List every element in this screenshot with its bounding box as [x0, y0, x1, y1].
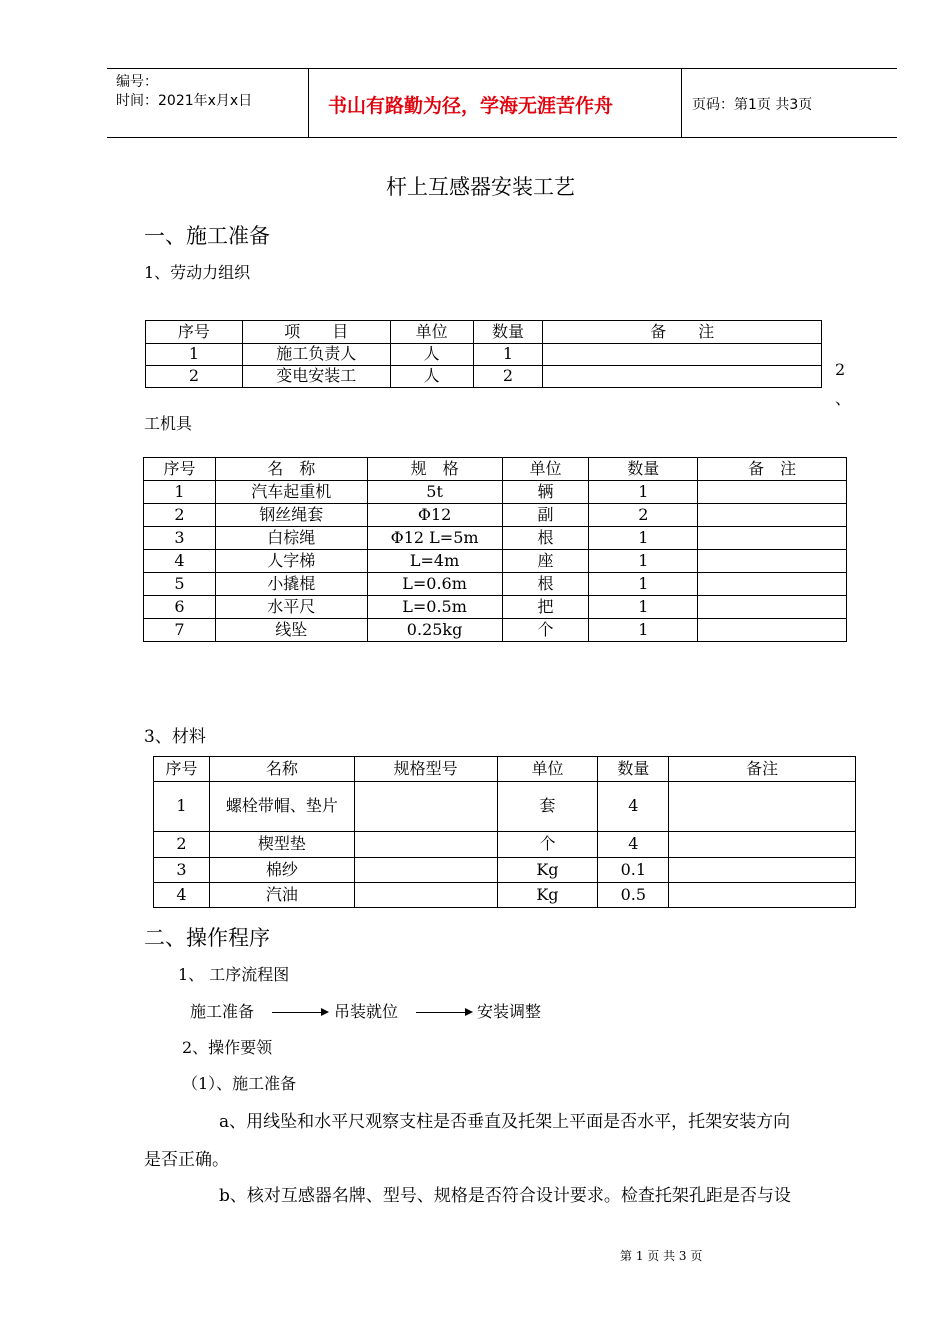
table-row	[154, 782, 856, 832]
table-cell: 1	[146, 344, 243, 366]
table-cell: 水平尺	[215, 596, 367, 619]
table-cell: 3	[144, 527, 216, 550]
flow-arrow	[416, 1012, 471, 1013]
table-header-cell: 数量	[473, 321, 543, 344]
table-cell: 1	[589, 481, 698, 504]
table-cell: 汽车起重机	[215, 481, 367, 504]
table-cell: 个	[497, 832, 598, 858]
table-row	[144, 619, 847, 642]
table-row	[144, 550, 847, 573]
table-cell: 施工负责人	[242, 344, 390, 366]
section-heading: 二、操作程序	[144, 926, 270, 950]
table-header-row	[144, 458, 847, 481]
table-cell: 线坠	[215, 619, 367, 642]
table-cell: 4	[598, 782, 669, 832]
table-header-cell: 名 称	[215, 458, 367, 481]
table-header-cell: 规 格	[367, 458, 502, 481]
table-cell: 1	[589, 573, 698, 596]
table-cell	[669, 883, 856, 908]
table-cell: 辆	[502, 481, 589, 504]
table-cell: 汽油	[209, 883, 354, 908]
page-footer: 第 1 页 共 3 页	[620, 1249, 703, 1263]
table-cell: 白棕绳	[215, 527, 367, 550]
table-cell: Φ12 L=5m	[367, 527, 502, 550]
table-cell: 1	[589, 550, 698, 573]
table-cell: 变电安装工	[242, 366, 390, 388]
table-row	[154, 832, 856, 858]
table-cell: L=0.5m	[367, 596, 502, 619]
header-time-label: 时间：2021年x月x日	[116, 93, 253, 109]
flow-step: 吊装就位	[334, 1002, 399, 1021]
header-divider	[308, 69, 309, 137]
table-cell	[354, 832, 497, 858]
table-cell: 6	[144, 596, 216, 619]
table-header-cell: 规格型号	[354, 757, 497, 782]
table-cell	[543, 366, 822, 388]
table-cell: 个	[502, 619, 589, 642]
table-row	[154, 858, 856, 883]
table-cell: L=4m	[367, 550, 502, 573]
table-cell: 1	[589, 619, 698, 642]
labor-table	[145, 320, 822, 388]
table-cell: L=0.6m	[367, 573, 502, 596]
table-cell: 小撬棍	[215, 573, 367, 596]
table-cell: 1	[473, 344, 543, 366]
table-cell: 2	[154, 832, 210, 858]
table-cell: Kg	[497, 883, 598, 908]
table-cell: 0.5	[598, 883, 669, 908]
table-cell	[698, 619, 847, 642]
table-cell: 4	[598, 832, 669, 858]
table-row	[144, 573, 847, 596]
subsection-mark: 、	[835, 389, 852, 408]
table-header-cell: 单位	[497, 757, 598, 782]
tools-table	[143, 457, 847, 642]
table-cell: 3	[154, 858, 210, 883]
table-cell: 2	[589, 504, 698, 527]
subsection-heading: 1、 工序流程图	[178, 965, 290, 984]
subsection-heading: 2、操作要领	[182, 1038, 273, 1057]
table-cell	[354, 883, 497, 908]
table-header-cell: 单位	[502, 458, 589, 481]
table-row	[144, 504, 847, 527]
table-header-row	[154, 757, 856, 782]
table-row	[144, 527, 847, 550]
table-cell: 人字梯	[215, 550, 367, 573]
table-header-cell: 序号	[154, 757, 210, 782]
subsection-heading: （1）、施工准备	[182, 1074, 297, 1093]
table-cell: 楔型垫	[209, 832, 354, 858]
table-cell	[354, 858, 497, 883]
table-cell: 根	[502, 573, 589, 596]
table-cell	[669, 782, 856, 832]
table-cell: 5	[144, 573, 216, 596]
table-cell	[698, 504, 847, 527]
table-cell: 座	[502, 550, 589, 573]
table-cell: 棉纱	[209, 858, 354, 883]
table-row	[146, 366, 822, 388]
table-cell: 把	[502, 596, 589, 619]
table-cell: 螺栓带帽、垫片	[209, 782, 354, 832]
table-header-cell: 序号	[144, 458, 216, 481]
table-cell: 钢丝绳套	[215, 504, 367, 527]
table-cell: 副	[502, 504, 589, 527]
subsection-heading: 3、材料	[144, 727, 206, 747]
paragraph-line: 是否正确。	[144, 1150, 229, 1170]
table-cell: 根	[502, 527, 589, 550]
table-cell: 1	[589, 596, 698, 619]
table-header-cell: 序号	[146, 321, 243, 344]
table-header-cell: 数量	[589, 458, 698, 481]
table-cell	[698, 481, 847, 504]
table-cell	[698, 573, 847, 596]
table-cell: 0.1	[598, 858, 669, 883]
header-number-label: 编号：	[116, 74, 158, 90]
materials-table	[153, 756, 856, 908]
table-row	[154, 883, 856, 908]
table-cell: 1	[589, 527, 698, 550]
table-cell: 套	[497, 782, 598, 832]
table-cell	[669, 858, 856, 883]
table-cell	[698, 550, 847, 573]
table-header-cell: 备 注	[698, 458, 847, 481]
table-cell: Kg	[497, 858, 598, 883]
table-cell	[543, 344, 822, 366]
flow-step: 施工准备	[190, 1002, 255, 1021]
paragraph-line: b、核对互感器名牌、型号、规格是否符合设计要求。检查托架孔距是否与设	[219, 1186, 791, 1206]
table-cell: 5t	[367, 481, 502, 504]
table-cell: 4	[144, 550, 216, 573]
table-cell	[669, 832, 856, 858]
subsection-heading: 工机具	[144, 414, 193, 433]
table-cell: 2	[146, 366, 243, 388]
flow-step: 安装调整	[477, 1002, 542, 1021]
table-cell: 2	[144, 504, 216, 527]
table-header-cell: 单位	[390, 321, 473, 344]
document-title: 杆上互感器安装工艺	[386, 175, 575, 199]
table-header-cell: 备注	[669, 757, 856, 782]
subsection-heading: 1、劳动力组织	[144, 263, 251, 282]
header-motto: 书山有路勤为径，学海无涯苦作舟	[328, 95, 614, 117]
section-heading: 一、施工准备	[144, 224, 270, 248]
table-cell: 人	[390, 366, 473, 388]
table-header-cell: 项 目	[242, 321, 390, 344]
table-row	[144, 481, 847, 504]
table-cell: 人	[390, 344, 473, 366]
table-header-cell: 数量	[598, 757, 669, 782]
table-header-cell: 备 注	[543, 321, 822, 344]
table-cell: 2	[473, 366, 543, 388]
header-page-label: 页码：第1页 共3页	[692, 97, 813, 113]
header-divider	[681, 69, 682, 137]
paragraph-line: a、用线坠和水平尺观察支柱是否垂直及托架上平面是否水平，托架安装方向	[219, 1112, 791, 1132]
table-cell: 7	[144, 619, 216, 642]
flow-arrow	[272, 1012, 327, 1013]
table-header-cell: 名称	[209, 757, 354, 782]
table-cell	[698, 527, 847, 550]
table-cell: 0.25kg	[367, 619, 502, 642]
subsection-number: 2	[835, 360, 846, 379]
table-row	[146, 344, 822, 366]
table-row	[144, 596, 847, 619]
table-cell: Φ12	[367, 504, 502, 527]
table-cell	[354, 782, 497, 832]
table-cell: 4	[154, 883, 210, 908]
table-cell	[698, 596, 847, 619]
table-cell: 1	[154, 782, 210, 832]
table-cell: 1	[144, 481, 216, 504]
table-header-row	[146, 321, 822, 344]
